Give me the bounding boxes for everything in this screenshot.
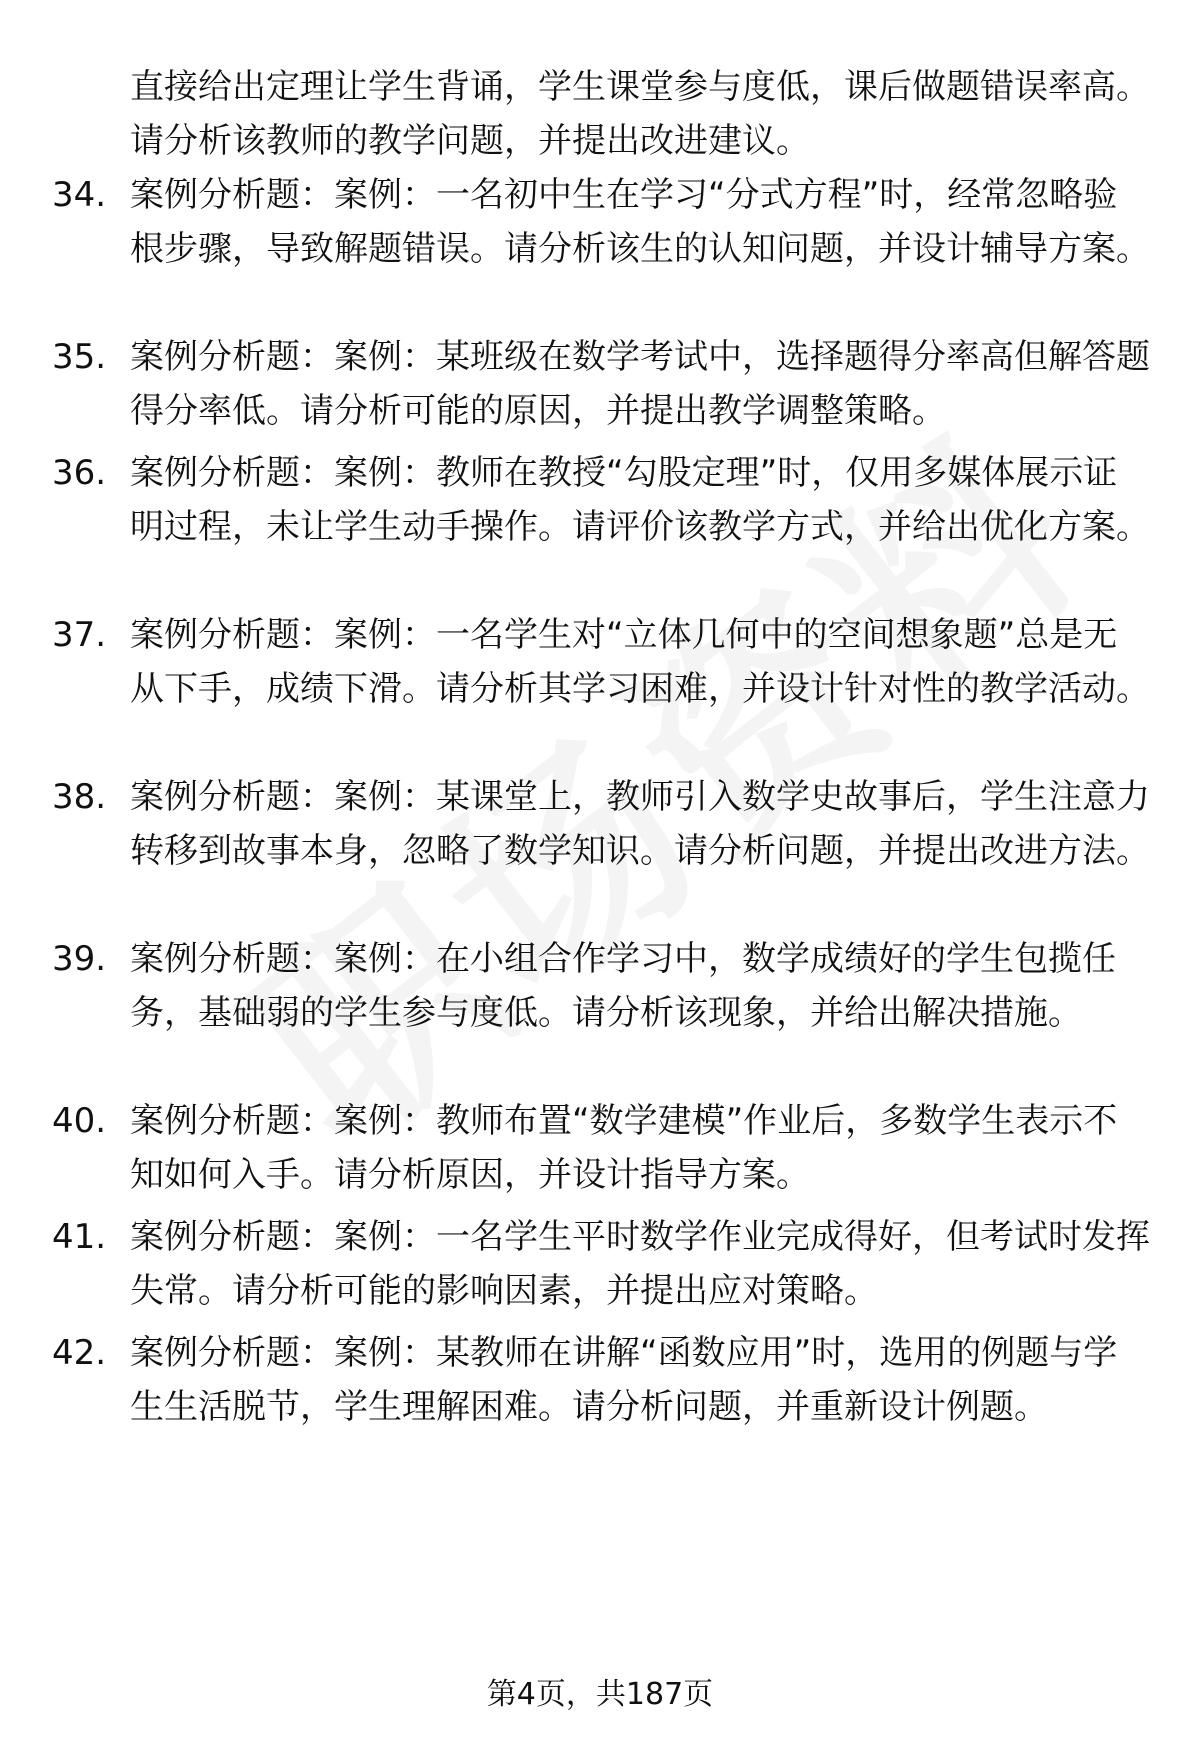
question-text: 案例分析题：案例：一名初中生在学习“分式方程”时，经常忽略验根步骤，导致解题错误。请分析该生的认知问题，并设计辅导方案。 <box>130 175 1150 269</box>
question-number: 34. <box>52 175 107 215</box>
question-text: 案例分析题：案例：某教师在讲解“函数应用”时，选用的例题与学生生活脱节，学生理解困难。请分析问题，并重新设计例题。 <box>130 1333 1118 1427</box>
question-text: 案例分析题：案例：一名学生平时数学作业完成得好，但考试时发挥失常。请分析可能的影响因素，并提出应对策略。 <box>130 1217 1150 1311</box>
question-number: 37. <box>52 615 107 655</box>
question-item-41 <box>52 1210 1152 1318</box>
question-item-35 <box>52 330 1152 438</box>
question-number: 38. <box>52 777 107 817</box>
question-item-40 <box>52 1094 1152 1202</box>
question-text: 案例分析题：案例：在小组合作学习中，数学成绩好的学生包揽任务，基础弱的学生参与度低。请分析该现象，并给出解决措施。 <box>130 939 1116 1033</box>
question-item-42 <box>52 1326 1152 1434</box>
question-item-39 <box>52 932 1152 1040</box>
question-text: 案例分析题：案例：一名学生对“立体几何中的空间想象题”总是无从下手，成绩下滑。请分析其学习困难，并设计针对性的教学活动。 <box>130 615 1150 709</box>
question-number: 35. <box>52 337 107 377</box>
question-text: 案例分析题：案例：教师在教授“勾股定理”时，仅用多媒体展示证明过程，未让学生动手操作。请评价该教学方式，并给出优化方案。 <box>130 453 1150 547</box>
question-item-34 <box>52 168 1152 276</box>
question-item-36 <box>52 446 1152 554</box>
question-number: 41. <box>52 1217 107 1257</box>
question-text: 案例分析题：案例：某班级在数学考试中，选择题得分率高但解答题得分率低。请分析可能的原因，并提出教学调整策略。 <box>130 337 1150 431</box>
question-text: 案例分析题：案例：教师布置“数学建模”作业后，多数学生表示不知如何入手。请分析原因，并设计指导方案。 <box>130 1101 1118 1195</box>
question-text: 案例分析题：案例：某课堂上，教师引入数学史故事后，学生注意力转移到故事本身，忽略了数学知识。请分析问题，并提出改进方法。 <box>130 777 1150 871</box>
question-item-38 <box>52 770 1152 878</box>
question-number: 42. <box>52 1333 107 1373</box>
question-item-37 <box>52 608 1152 716</box>
page-number-footer: 第4页，共187页 <box>486 1677 714 1712</box>
question-continuation-text: 直接给出定理让学生背诵，学生课堂参与度低，课后做题错误率高。请分析该教师的教学问题，并提出改进建议。 <box>130 67 1150 161</box>
question-number: 40. <box>52 1101 107 1141</box>
question-number: 39. <box>52 939 107 979</box>
question-number: 36. <box>52 453 107 493</box>
